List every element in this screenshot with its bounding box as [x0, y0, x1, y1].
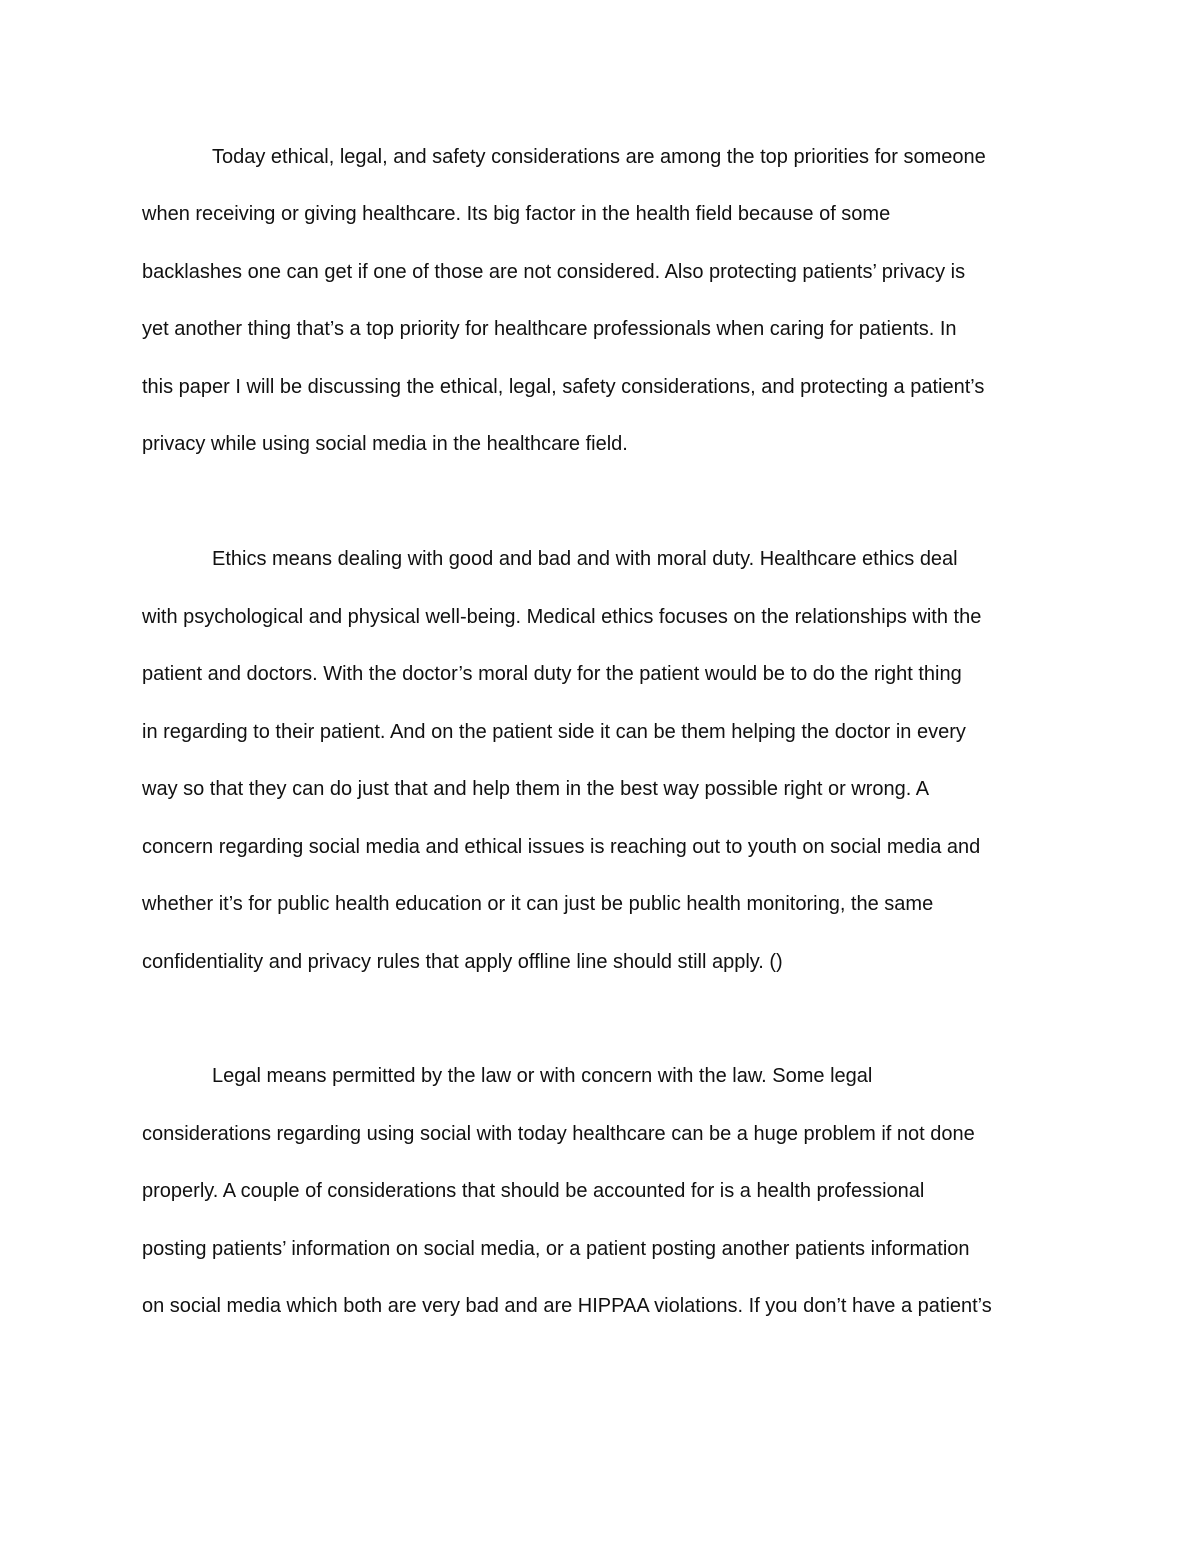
- paragraph-line: patient and doctors. With the doctor’s moral duty for the patient would be to do the right thing: [142, 663, 962, 685]
- paragraph-line: Legal means permitted by the law or with concern with the law. Some legal: [212, 1065, 873, 1087]
- paragraph-line: when receiving or giving healthcare. Its big factor in the health field because of some: [142, 203, 891, 225]
- paragraph-line: this paper I will be discussing the ethical, legal, safety considerations, and protecting a patient’s: [142, 376, 985, 398]
- paragraph-line: Today ethical, legal, and safety considerations are among the top priorities for someone: [212, 146, 986, 168]
- paragraph-line: privacy while using social media in the healthcare field.: [142, 433, 628, 455]
- paragraph-line: yet another thing that’s a top priority for healthcare professionals when caring for patients. In: [142, 318, 957, 340]
- paragraph-line: with psychological and physical well-being. Medical ethics focuses on the relationships with the: [142, 606, 982, 628]
- paragraph-line: backlashes one can get if one of those are not considered. Also protecting patients’ privacy is: [142, 261, 966, 283]
- paragraph-line: properly. A couple of considerations that should be accounted for is a health professional: [142, 1180, 925, 1202]
- paragraph-line: whether it’s for public health education or it can just be public health monitoring, the same: [142, 893, 934, 915]
- paragraph-line: posting patients’ information on social media, or a patient posting another patients information: [142, 1238, 970, 1260]
- paragraph-line: confidentiality and privacy rules that apply offline line should still apply. (): [142, 951, 783, 973]
- paragraph-line: considerations regarding using social with today healthcare can be a huge problem if not done: [142, 1123, 975, 1145]
- paragraph-line: Ethics means dealing with good and bad and with moral duty. Healthcare ethics deal: [212, 548, 958, 570]
- paragraph-line: in regarding to their patient. And on the patient side it can be them helping the doctor in every: [142, 721, 966, 743]
- paragraph-line: on social media which both are very bad and are HIPPAA violations. If you don’t have a patient’s: [142, 1295, 992, 1317]
- paragraph-line: way so that they can do just that and help them in the best way possible right or wrong. A: [142, 778, 930, 800]
- paragraph-line: concern regarding social media and ethical issues is reaching out to youth on social media and: [142, 836, 981, 858]
